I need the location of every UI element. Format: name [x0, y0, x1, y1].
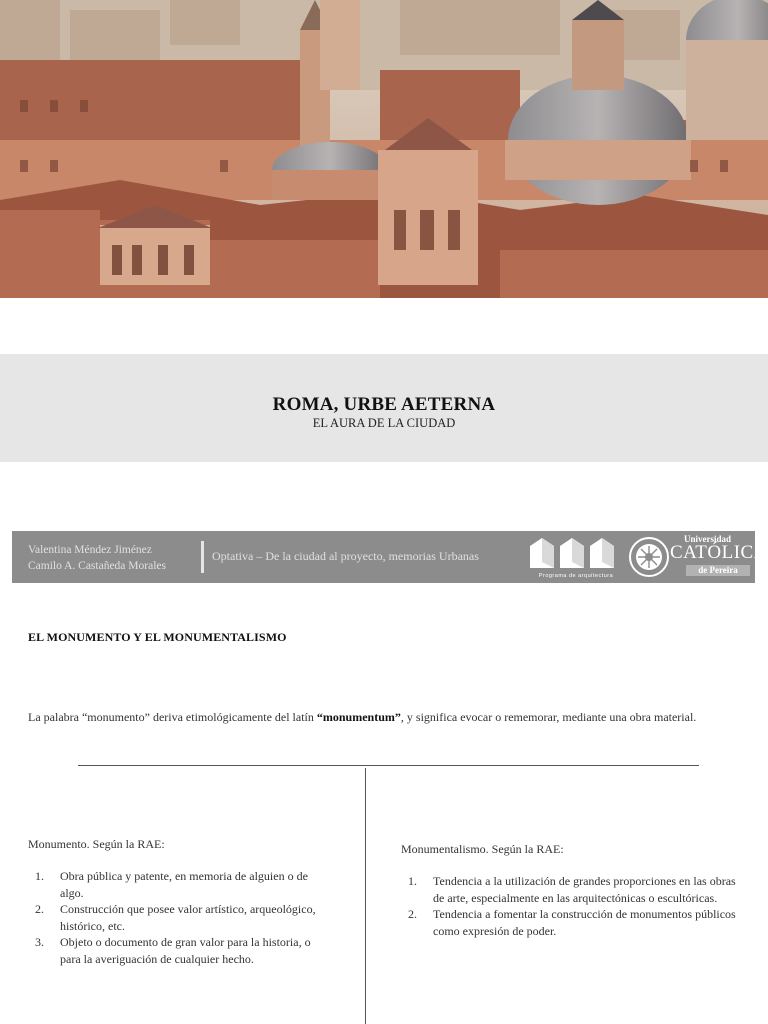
architecture-program-logo — [528, 536, 624, 578]
list-item — [401, 873, 737, 906]
university-city: de Pereira — [686, 565, 750, 576]
list-number: 1. — [35, 869, 44, 883]
course-name: Optativa – De la ciudad al proyecto, memorias Urbanas — [212, 549, 479, 563]
university-logo — [628, 534, 768, 580]
list-number: 2. — [408, 907, 417, 921]
section-heading: EL MONUMENTO Y EL MONUMENTALISMO — [28, 630, 287, 644]
list-number: 2. — [35, 902, 44, 916]
university-seal-icon — [628, 536, 670, 578]
list-number: 1. — [408, 874, 417, 888]
list-text: Tendencia a la utilización de grandes proporciones en las obras de arte, especialmente en las arquitectónicas o escultóricas. — [433, 874, 736, 905]
list-text: Objeto o documento de gran valor para la historia, o para la averiguación de cualquier hecho. — [60, 935, 311, 966]
title-band — [0, 354, 768, 462]
divider — [201, 541, 204, 573]
list-text: Tendencia a fomentar la construcción de monumentos públicos como expresión de poder. — [433, 907, 736, 938]
monumentalismo-definition — [401, 842, 737, 939]
definition-heading: Monumento. Según la RAE: — [28, 837, 165, 851]
intro-text-end: , y significa evocar o rememorar, mediante una obra material. — [400, 710, 697, 724]
monumento-definition — [28, 837, 324, 967]
list-text: Obra pública y patente, en memoria de alguien o de algo. — [60, 869, 308, 900]
horizontal-rule — [78, 765, 699, 766]
list-number: 3. — [35, 935, 44, 949]
hero-photo-rome — [0, 0, 768, 298]
document-subtitle: EL AURA DE LA CIUDAD — [312, 416, 456, 430]
author-name: Camilo A. Castañeda Morales — [28, 560, 166, 572]
university-label: Universidad — [684, 534, 732, 544]
authors — [28, 542, 166, 574]
author-name: Valentina Méndez Jiménez — [28, 544, 152, 556]
latin-term: “monumentum” — [316, 710, 401, 724]
credits-bar — [12, 531, 768, 583]
definition-heading: Monumentalismo. Según la RAE: — [401, 842, 564, 856]
list-item — [28, 934, 324, 967]
program-logo-icon — [528, 536, 624, 570]
list-text: Construcción que posee valor artístico, arqueológico, histórico, etc. — [60, 902, 316, 933]
definition-list — [401, 873, 737, 939]
rome-skyline-illustration — [0, 0, 768, 298]
list-item — [401, 906, 737, 939]
document-title: ROMA, URBE AETERNA — [272, 394, 496, 415]
list-item — [28, 901, 324, 934]
program-label: Programa de arquitectura — [538, 573, 614, 579]
university-name: CATÓLICA — [670, 542, 768, 563]
intro-paragraph — [28, 709, 728, 726]
definition-list — [28, 868, 324, 967]
intro-text: La palabra “monumento” deriva etimológicamente del latín — [28, 710, 317, 724]
list-item — [28, 868, 324, 901]
column-divider — [365, 768, 366, 1024]
